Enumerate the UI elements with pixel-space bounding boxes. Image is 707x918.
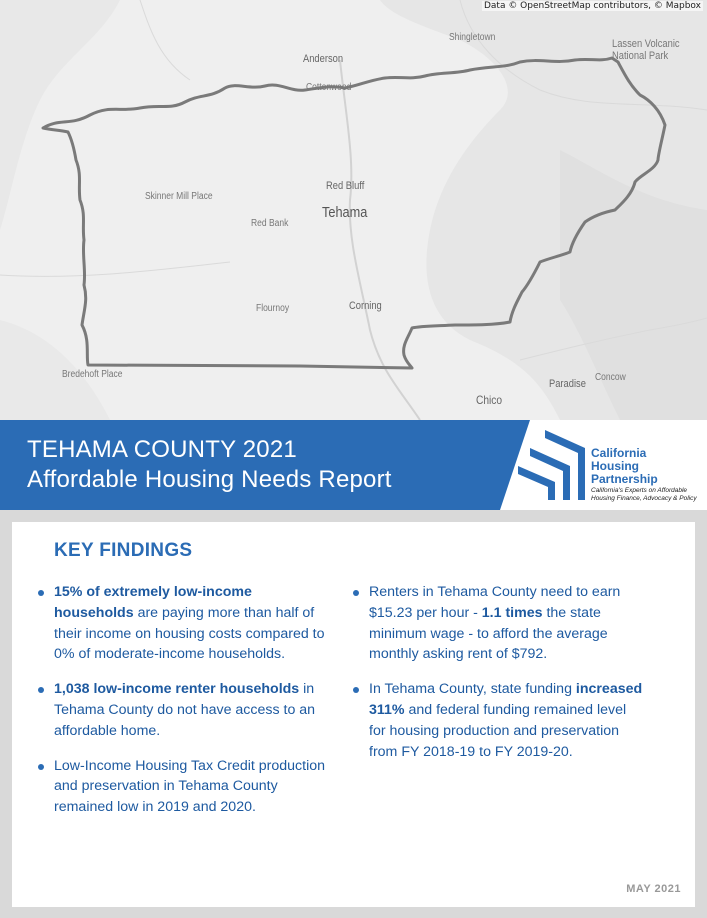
bullet-icon <box>38 764 44 770</box>
finding-highlight: 1.1 times <box>481 604 543 621</box>
place-label: Lassen Volcanic National Park <box>612 38 680 62</box>
key-findings-heading: KEY FINDINGS <box>54 540 193 561</box>
report-date: MAY 2021 <box>626 883 681 895</box>
place-label: Red Bank <box>251 218 289 229</box>
report-title-line1: TEHAMA COUNTY 2021 <box>27 436 297 463</box>
logo-line: Housing <box>591 459 639 473</box>
finding-item <box>38 679 334 741</box>
finding-text: are paying more than half of their income on housing costs compared to 0% of moderate-income households. <box>54 604 325 663</box>
bullet-icon <box>353 590 359 596</box>
place-label: Paradise <box>549 378 586 390</box>
bullet-icon <box>38 590 44 596</box>
county-label: Tehama <box>322 204 368 221</box>
finding-text: Low-Income Housing Tax Credit production and preservation in Tehama County remained low in 2019 and 2020. <box>54 757 326 816</box>
finding-item <box>38 756 334 818</box>
finding-highlight: increased 311% <box>369 681 643 718</box>
finding-item <box>353 582 643 665</box>
place-label: Shingletown <box>449 32 496 43</box>
finding-highlight: 1,038 low-income renter households <box>54 681 300 698</box>
findings-left-column <box>38 582 334 832</box>
place-label: Flournoy <box>256 303 290 314</box>
key-findings-card <box>12 522 695 907</box>
finding-text: Renters in Tehama County need to earn $15.23 per hour - <box>369 584 621 621</box>
finding-text: the state minimum wage - to afford the average monthly asking rent of $792. <box>369 604 608 663</box>
finding-text: In Tehama County, state funding <box>369 681 576 698</box>
logo-line: California <box>591 446 647 460</box>
title-banner <box>0 420 707 510</box>
bullet-icon <box>353 687 359 693</box>
tagline-line: California's Experts on Affordable <box>591 487 688 494</box>
place-label: Corning <box>349 300 382 312</box>
logo-wordmark <box>591 447 658 486</box>
finding-item <box>38 582 334 665</box>
logo-tagline <box>591 487 706 502</box>
place-label: Red Bluff <box>326 180 365 192</box>
findings-right-column <box>353 582 643 776</box>
place-label: Chico <box>476 393 503 407</box>
finding-text: and federal funding remained level for housing production and preservation from FY 2018-19 to FY 2019-20. <box>369 701 627 760</box>
finding-item <box>353 679 643 762</box>
logo-line: Partnership <box>591 472 658 486</box>
place-label: Cottonwood <box>306 82 352 93</box>
county-map <box>0 0 707 420</box>
report-title-line2: Affordable Housing Needs Report <box>27 466 392 493</box>
tagline-line: Housing Finance, Advocacy & Policy <box>591 494 697 502</box>
place-label: Concow <box>595 372 626 383</box>
place-label: Anderson <box>303 53 344 65</box>
bullet-icon <box>38 687 44 693</box>
finding-text: in Tehama County do not have access to an affordable home. <box>54 681 316 739</box>
place-label: Skinner Mill Place <box>145 191 213 202</box>
place-label: Bredehoft Place <box>62 369 123 380</box>
map-attribution: Data © OpenStreetMap contributors, © Mapbox <box>483 1 701 11</box>
finding-highlight: 15% of extremely low-income households <box>54 584 252 621</box>
